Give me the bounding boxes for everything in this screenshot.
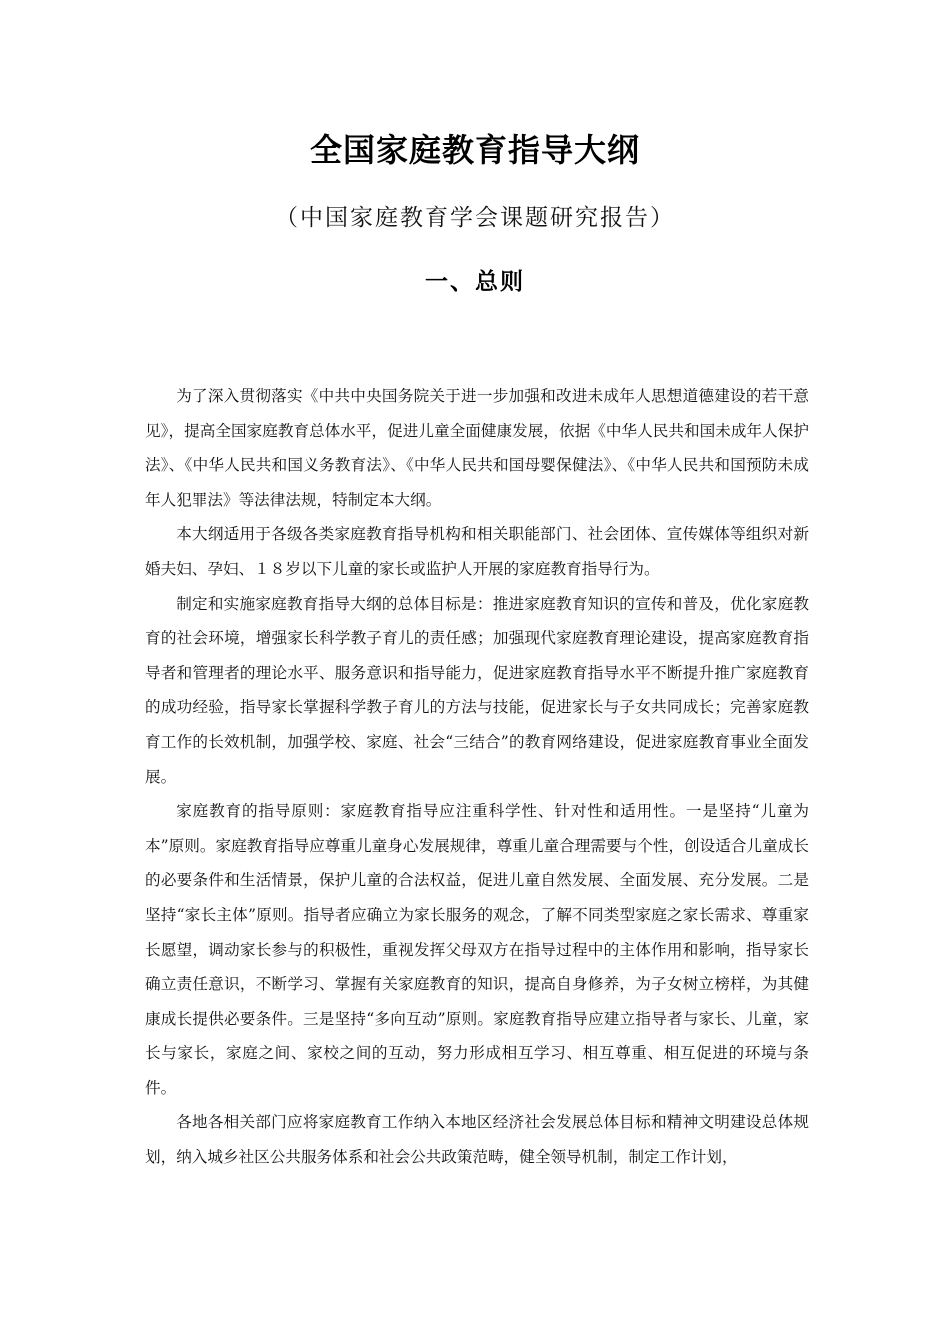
paragraph-principles: 家庭教育的指导原则：家庭教育指导应注重科学性、针对性和适用性。一是坚持“儿童为本”原则。家庭教育指导应尊重儿童身心发展规律，尊重儿童合理需要与个性，创设适合儿童成长的必要条件和生活情景，保护儿童的合法权益，促进儿童自然发展、全面发展、充分发展。二是坚持“家长主体”原则。指导者应确立为家长服务的观念，了解不同类型家庭之家长需求、尊重家长愿望，调动家长参与的积极性，重视发挥父母双方在指导过程中的主体作用和影响，指导家长确立责任意识，不断学习、掌握有关家庭教育的知识，提高自身修养，为子女树立榜样，为其健康成长提供必要条件。三是坚持“多向互动”原则。家庭教育指导应建立指导者与家长、儿童，家长与家长，家庭之间、家校之间的互动，努力形成相互学习、相互尊重、相互促进的环境与条件。 xyxy=(145,802,809,1097)
document-body xyxy=(145,379,809,1175)
document-title: 全国家庭教育指导大纲 xyxy=(309,131,640,169)
document-subtitle: （中国家庭教育学会课题研究报告） xyxy=(275,205,675,231)
paragraph-purpose: 为了深入贯彻落实《中共中央国务院关于进一步加强和改进未成年人思想道德建设的若干意见》，提高全国家庭教育总体水平，促进儿童全面健康发展，依据《中华人民共和国未成年人保护法》、《中华人民共和国义务教育法》、《中华人民共和国母婴保健法》、《中华人民共和国预防未成年人犯罪法》等法律法规，特制定本大纲。 xyxy=(145,387,809,509)
paragraph-implementation: 各地各相关部门应将家庭教育工作纳入本地区经济社会发展总体目标和精神文明建设总体规划，纳入城乡社区公共服务体系和社会公共政策范畴，健全领导机制，制定工作计划， xyxy=(145,1113,809,1167)
section-heading: 一、总则 xyxy=(425,269,525,295)
paragraph-goals: 制定和实施家庭教育指导大纲的总体目标是：推进家庭教育知识的宣传和普及，优化家庭教育的社会环境，增强家长科学教子育儿的责任感；加强现代家庭教育理论建设，提高家庭教育指导者和管理者的理论水平、服务意识和指导能力，促进家庭教育指导水平不断提升推广家庭教育的成功经验，指导家长掌握科学教子育儿的方法与技能，促进家长与子女共同成长；完善家庭教育工作的长效机制，加强学校、家庭、社会“三结合”的教育网络建设，促进家庭教育事业全面发展。 xyxy=(145,594,809,786)
paragraph-scope: 本大纲适用于各级各类家庭教育指导机构和相关职能部门、社会团体、宣传媒体等组织对新婚夫妇、孕妇、１８岁以下儿童的家长或监护人开展的家庭教育指导行为。 xyxy=(145,525,809,578)
